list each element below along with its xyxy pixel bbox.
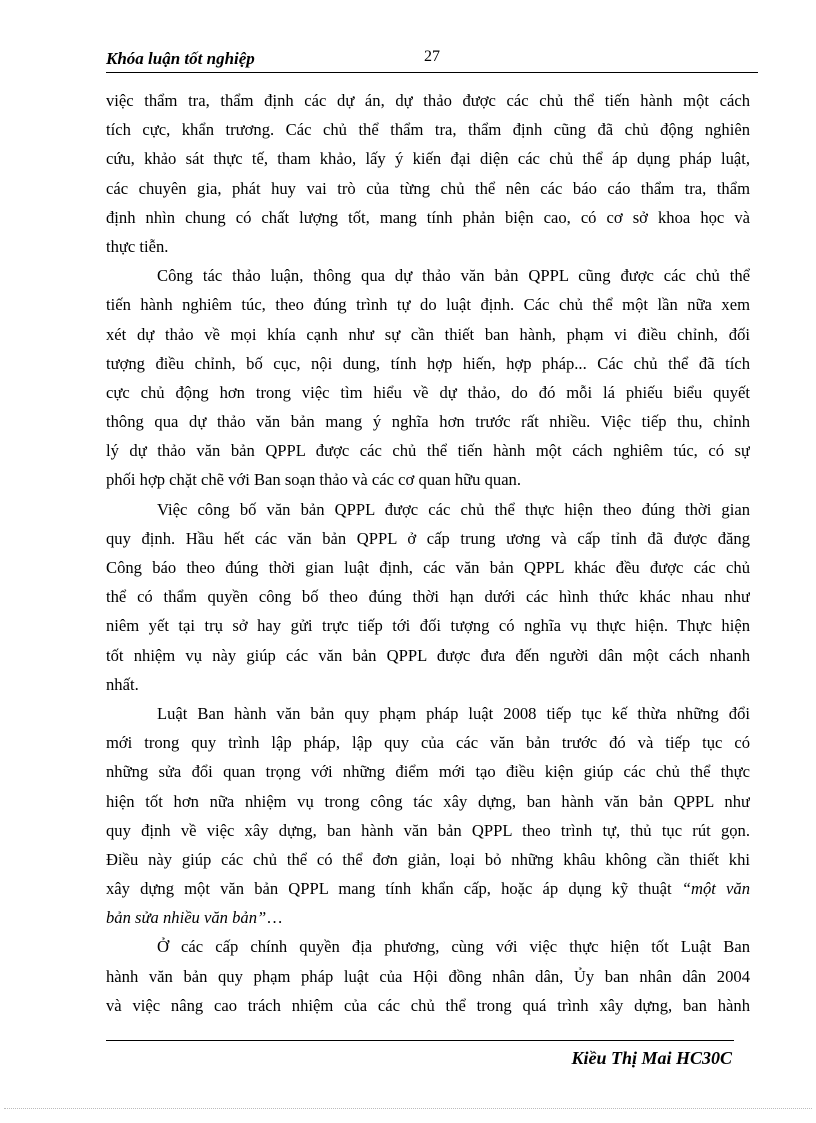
- text-line: và việc nâng cao trách nhiệm của các chủ thể trong quá trình xây dựng, ban hành: [106, 995, 750, 1015]
- paragraph-first-line: Việc công bố văn bản QPPL được các chủ thể thực hiện theo đúng thời gian: [157, 499, 750, 519]
- text-line: nhất.: [106, 674, 139, 694]
- text-line: tốt nhiệm vụ này giúp các văn bản QPPL được đưa đến người dân một cách nhanh: [106, 645, 750, 665]
- paragraph-first-line: Ở các cấp chính quyền địa phương, cùng với việc thực hiện tốt Luật Ban: [157, 937, 750, 957]
- text-line: Công báo theo đúng thời gian luật định, các văn bản QPPL khác đều được các chủ: [106, 558, 750, 577]
- text-line: lý dự thảo văn bản QPPL được các chủ thể tiến hành một cách nghiêm túc, có sự: [106, 441, 750, 461]
- text-line: những sửa đổi quan trọng với những điểm mới tạo điều kiện giúp các chủ thể thực: [106, 762, 750, 782]
- text-line: thông qua dự thảo văn bản mang ý nghĩa hơn trước rất nhiều. Việc tiếp thu, chỉnh: [106, 412, 750, 432]
- text-line: các chuyên gia, phát huy vai trò của từng chủ thể nên các báo cáo thẩm tra, thẩm: [106, 178, 750, 198]
- text-line: tượng điều chỉnh, bố cục, nội dung, tính hợp hiến, hợp pháp... Các chủ thể đã tích: [106, 353, 750, 373]
- text-line: việc thẩm tra, thẩm định các dự án, dự thảo được các chủ thể tiến hành một cách: [106, 91, 750, 110]
- text-line: hành văn bản quy phạm pháp luật của Hội đồng nhân dân, Ủy ban nhân dân 2004: [106, 966, 750, 986]
- header-title: Khóa luận tốt nghiệp: [106, 49, 255, 68]
- body-text: [106, 86, 750, 1020]
- ellipsis: …: [266, 908, 283, 928]
- text-line: Điều này giúp các chủ thể có thể đơn giản, loại bỏ những khâu không cần thiết khi: [106, 849, 750, 869]
- text-line: [106, 903, 750, 932]
- text-line: thể có thẩm quyền công bố theo đúng thời hạn dưới các hình thức khác nhau như: [106, 587, 750, 607]
- quote-segment: bản sửa nhiều văn bản”: [106, 908, 267, 928]
- text-line: niêm yết tại trụ sở hay gửi trực tiếp tới đối tượng có nghĩa vụ thực hiện. Thực hiện: [106, 616, 750, 636]
- text-line: [106, 874, 750, 903]
- page-number: 27: [424, 48, 440, 65]
- text-line: hiện tốt hơn nữa nhiệm vụ trong công tác xây dựng, ban hành văn bản QPPL như: [106, 791, 750, 811]
- text-line: thực tiễn.: [106, 236, 169, 256]
- text-line: quy định về việc xây dựng, ban hành văn bản QPPL theo trình tự, thủ tục rút gọn.: [106, 820, 750, 840]
- footer-rule: [106, 1040, 734, 1041]
- text-line: phối hợp chặt chẽ với Ban soạn thảo và các cơ quan hữu quan.: [106, 470, 522, 490]
- page-edge-dots: [4, 1108, 812, 1109]
- text-line: mới trong quy trình lập pháp, lập quy của các văn bản trước đó và tiếp tục có: [106, 733, 750, 753]
- quote-segment: “một văn: [681, 879, 750, 899]
- text-line: định nhìn chung có chất lượng tốt, mang tính phản biện cao, có cơ sở khoa học và: [106, 207, 750, 227]
- text-line: quy định. Hầu hết các văn bản QPPL ở cấp trung ương và cấp tỉnh đã được đăng: [106, 528, 750, 548]
- text-line: tiến hành nghiêm túc, theo đúng trình tự do luật định. Các chủ thể một lần nữa xem: [106, 295, 750, 315]
- page-header: [106, 48, 758, 73]
- paragraph-first-line: Công tác thảo luận, thông qua dự thảo văn bản QPPL cũng được các chủ thể: [157, 266, 750, 286]
- text-line: xét dự thảo về mọi khía cạnh như sự cần thiết ban hành, phạm vi điều chỉnh, đối: [106, 324, 750, 344]
- text-line: cứu, khảo sát thực tế, tham khảo, lấy ý kiến đại diện các chủ thể áp dụng pháp luật,: [106, 149, 750, 169]
- text-line: tích cực, khẩn trương. Các chủ thể thẩm tra, thẩm định cũng đã chủ động nghiên: [106, 120, 750, 140]
- footer-author: Kiều Thị Mai HC30C: [571, 1048, 732, 1068]
- paragraph-first-line: Luật Ban hành văn bản quy phạm pháp luật 2008 tiếp tục kế thừa những đổi: [157, 703, 750, 723]
- text-line: cực chủ động hơn trong việc tìm hiểu về dự thảo, do đó mỗi lá phiếu biểu quyết: [106, 382, 750, 402]
- text-segment: xây dựng một văn bản QPPL mang tính khẩn cấp, hoặc áp dụng kỹ thuật: [106, 879, 672, 899]
